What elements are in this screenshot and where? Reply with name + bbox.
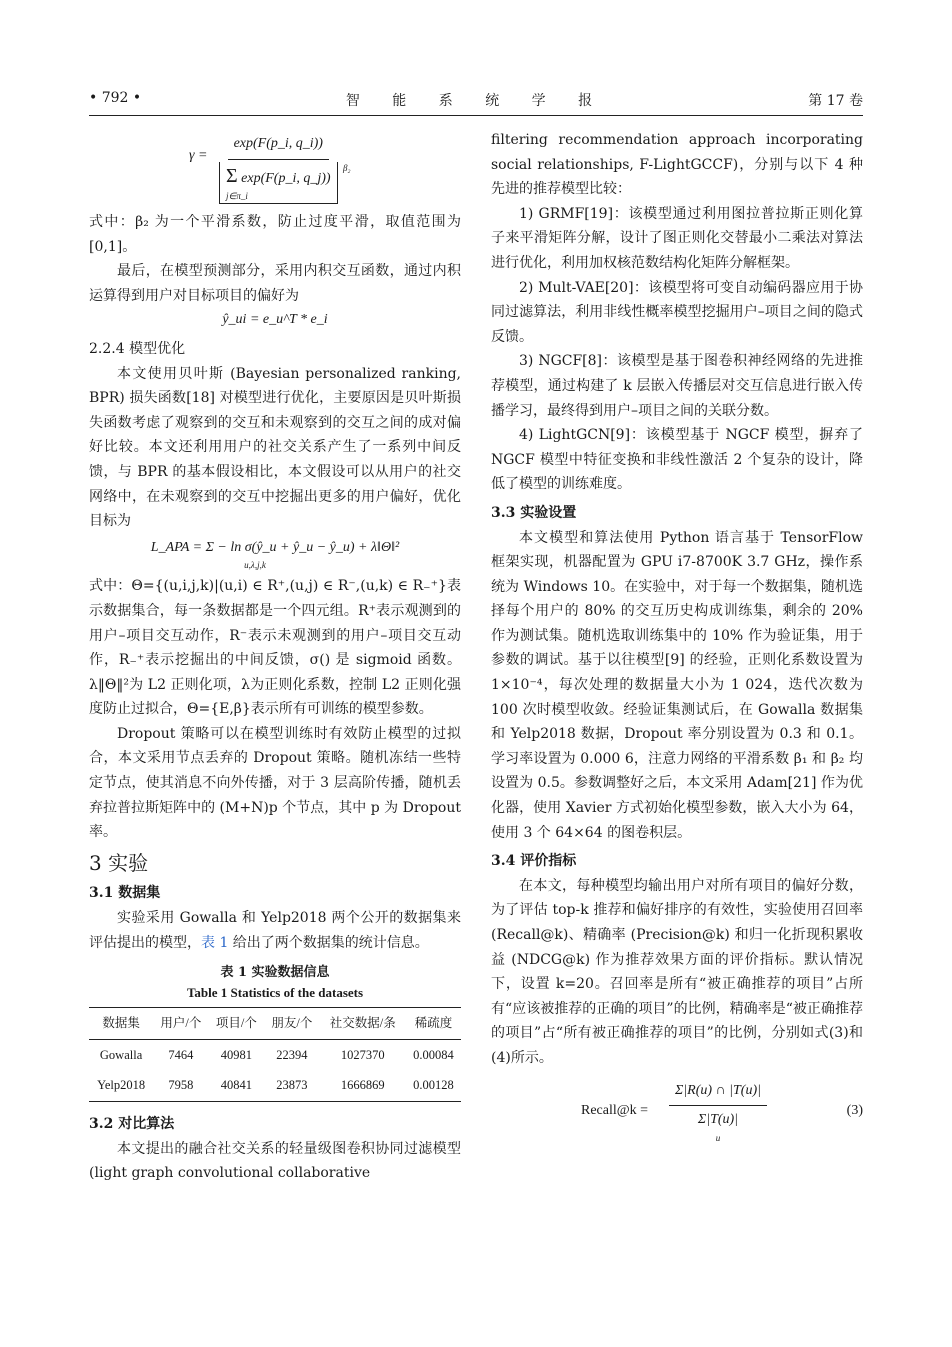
gamma-numerator: exp(F(p_i, q_i)) — [228, 132, 329, 160]
prediction-equation: ŷ_ui = e_u^T * e_i — [222, 312, 328, 328]
paragraph-grmf: 1) GRMF[19]：该模型通过利用图拉普拉斯正则化算子来平滑矩阵分解，设计了图正则化交替最小二乘法对算法进行优化，利用加权核范数结构化矩阵分解框架。 — [491, 205, 863, 271]
table-header-cell: 项目/个 — [209, 1008, 264, 1040]
table-cell: 7464 — [168, 1047, 194, 1062]
paragraph-proposed-model: 本文提出的融合社交关系的轻量级图卷积协同过滤模型 (light graph convolutional collaborative — [89, 1140, 461, 1182]
table-header-cell: 朋友/个 — [264, 1008, 319, 1040]
gamma-exponent: β₂ — [342, 162, 351, 173]
journal-title: 智 能 系 统 学 报 — [345, 93, 607, 109]
table-header-cell: 用户/个 — [153, 1008, 208, 1040]
section-3-2-heading: 3.2 对比算法 — [89, 1116, 175, 1132]
table-header-cell: 数据集 — [89, 1008, 153, 1040]
datasets-text-b: 给出了两个数据集的统计信息。 — [228, 934, 429, 951]
paragraph-theta: 式中：Θ={(u,i,j,k)|(u,i) ∈ R⁺,(u,j) ∈ R⁻,(u,k) ∈ R₋⁺}表示数据集合，每一条数据都是一个四元组。R⁺表示观测到的用户–项目交互动作，R⁻表示未观测到的用户–项目交互动作，R₋⁺表示挖掘出的中间反馈，σ() 是 sigmoid 函数。λ‖Θ‖²为 L2 正则化项，λ为正则化系数，控制 L2 正则化强度防止过拟合，Θ={E,β}表示所有可训练的模型参数。 — [89, 578, 461, 718]
paragraph-multvae: 2) Mult-VAE[20]：该模型将可变自动编码器应用于协同过滤算法，利用非线性概率模型挖掘用户–项目之间的隐式反馈。 — [491, 279, 863, 345]
recall-numerator: Σ|R(u) ∩ |T(u)| — [669, 1079, 767, 1107]
dataset-table — [89, 1007, 461, 1102]
gamma-equation — [89, 132, 461, 210]
equation-number: (3) — [846, 1102, 863, 1118]
table-cell: 23873 — [264, 1070, 319, 1101]
gamma-fraction — [219, 132, 351, 209]
paragraph-lightgcn: 4) LightGCN[9]：该模型基于 NGCF 模型，摒弃了 NGCF 模型中特征变换和非线性激活 2 个复杂的设计，降低了模型的训练难度。 — [491, 427, 863, 493]
section-3-1-heading: 3.1 数据集 — [89, 885, 161, 902]
gamma-denominator — [219, 160, 351, 209]
table-header-cell: 社交数据/条 — [320, 1008, 406, 1040]
loss-formula: L_APA = Σ − ln σ(ŷ_u + ŷ_u − ŷ_u) + λ‖Θ‖² — [150, 539, 400, 555]
paragraph-metrics: 在本文，每种模型均输出用户对所有项目的偏好分数，为了评估 top-k 推荐和偏好排序的有效性，实验使用召回率 (Recall@k)、精确率 (Precision@k) 和归一化折现积累收益 (NDCG@k) 作为推荐效果方面的评价指标。默认情况下，设置 k=20。召回率是所有“被正确推荐的项目”占所有“应该被推荐的正确的项目”的比例，精确率是“被正确推荐的项目”占“所有被正确推荐的项目”的比例，分别如式(3)和(4)所示。 — [491, 877, 863, 1066]
table-cell: 1666869 — [320, 1070, 406, 1101]
table-cell: Yelp2018 — [89, 1070, 153, 1101]
table-header-cell: 稀疏度 — [406, 1008, 461, 1040]
table-cell: 1027370 — [340, 1047, 385, 1062]
table-header-row — [89, 1008, 461, 1040]
section-3-4-heading: 3.4 评价指标 — [491, 853, 577, 870]
right-column — [491, 128, 863, 1147]
page-number: • 792 • — [89, 90, 142, 106]
gamma-sum-sub: j∈π_i — [226, 191, 248, 202]
recall-denominator: Σ|T(u)| — [697, 1112, 739, 1128]
gamma-lhs: γ = — [189, 148, 208, 163]
table-cell: 40841 — [209, 1070, 264, 1101]
table-cell: 40981 — [220, 1047, 253, 1062]
table-cell: 0.00128 — [406, 1070, 461, 1101]
table-caption-zh: 表 1 实验数据信息 — [220, 965, 330, 981]
section-3-heading: 3 实验 — [89, 850, 149, 875]
loss-equation — [89, 536, 461, 571]
loss-sum-sub: u,λ,j,k — [244, 560, 266, 571]
table-row — [89, 1039, 461, 1070]
paragraph-bpr: 本文使用贝叶斯 (Bayesian personalized ranking, BPR) 损失函数[18] 对模型进行优化，主要原因是贝叶斯损失函数考虑了观察到的交互和未观察到的交互之间的成对偏好比较。本文还利用用户的社交关系产生了一系列中间反馈，与 BPR 的基本假设相比，本文假设可以从用户的社交网络中，在未观察到的交互中挖掘出更多的用户偏好，优化目标为 — [89, 365, 461, 530]
recall-fraction — [669, 1079, 767, 1143]
recall-sum-sub: u — [715, 1132, 721, 1143]
running-header — [89, 88, 863, 116]
table-caption — [89, 963, 461, 1003]
volume-label: 第 17 卷 — [808, 93, 863, 109]
table-cell: Gowalla — [99, 1047, 143, 1062]
paragraph-ngcf: 3) NGCF[8]：该模型是基于图卷积神经网络的先进推荐模型，通过构建了 k 层嵌入传播层对交互信息进行嵌入传播学习，最终得到用户–项目之间的关联分数。 — [491, 353, 863, 419]
paragraph-datasets — [89, 906, 461, 955]
datasets-text-a: 实验采用 Gowalla 和 Yelp2018 两个公开的数据集来评估提出的模型， — [89, 910, 461, 951]
paragraph-prediction: 最后，在模型预测部分，采用内积交互函数，通过内积运算得到用户对目标项目的偏好为 — [89, 263, 461, 304]
table-row — [89, 1070, 461, 1101]
recall-lhs: Recall@k = — [581, 1102, 649, 1118]
table-cell: 22394 — [276, 1047, 308, 1062]
gamma-bracket — [219, 162, 351, 205]
paragraph-comparison-intro: filtering recommendation approach incorporating social relationships, F-LightGCCF)，分别与以下 4 种先进的推荐模型比较： — [491, 132, 863, 198]
sum-symbol: Σ — [226, 164, 238, 187]
left-column — [89, 128, 461, 1186]
section-3-3-heading: 3.3 实验设置 — [491, 504, 577, 521]
section-2-2-4-heading: 2.2.4 模型优化 — [89, 340, 186, 357]
recall-equation — [491, 1077, 863, 1147]
table-caption-en: Table 1 Statistics of the datasets — [186, 985, 364, 1001]
paragraph-setup: 本文模型和算法使用 Python 语言基于 TensorFlow 框架实现，机器配置为 GPU i7-8700K 3.7 GHz，操作系统为 Windows 10。在实验中，对于每一个数据集，随机选择每个用户的 80% 的交互历史构成训练集，剩余的 20% 作为测试集。随机选取训练集中的 10% 作为验证集，用于参数的调试。基于以往模型[9] 的经验，正则化系数设置为 1×10⁻⁴，每次处理的数据量大小为 1 024，迭代次数为 100 次时模型收敛。经验证集测试后，在 Gowalla 数据集和 Yelp2018 数据，Dropout 率分别设置为 0.3 和 0.1。学习率设置为 0.000 6，注意力网络的平滑系数 β₁ 和 β₂ 均设置为 0.5。参数调整好之后，本文采用 Adam[21] 作为优化器，使用 Xavier 方式初始化模型参数，嵌入大小为 64，使用 3 个 64×64 的图卷积层。 — [491, 529, 863, 841]
paragraph-dropout: Dropout 策略可以在模型训练时有效防止模型的过拟合，本文采用节点丢弃的 Dropout 策略。随机冻结一些特定节点，使其消息不向外传播，对于 3 层高阶传播，随机丢弃拉普拉斯矩阵中的 (M+N)p 个节点，其中 p 为 Dropout 率。 — [89, 725, 461, 841]
table-cell: 7958 — [153, 1070, 208, 1101]
table-1-link[interactable]: 表 1 — [201, 934, 229, 951]
table-cell: 0.00084 — [413, 1047, 454, 1062]
paragraph-beta2: 式中：β₂ 为一个平滑系数，防止过度平滑，取值范围为 [0,1]。 — [89, 214, 461, 255]
gamma-den-text: exp(F(p_i, q_j)) — [241, 170, 331, 186]
